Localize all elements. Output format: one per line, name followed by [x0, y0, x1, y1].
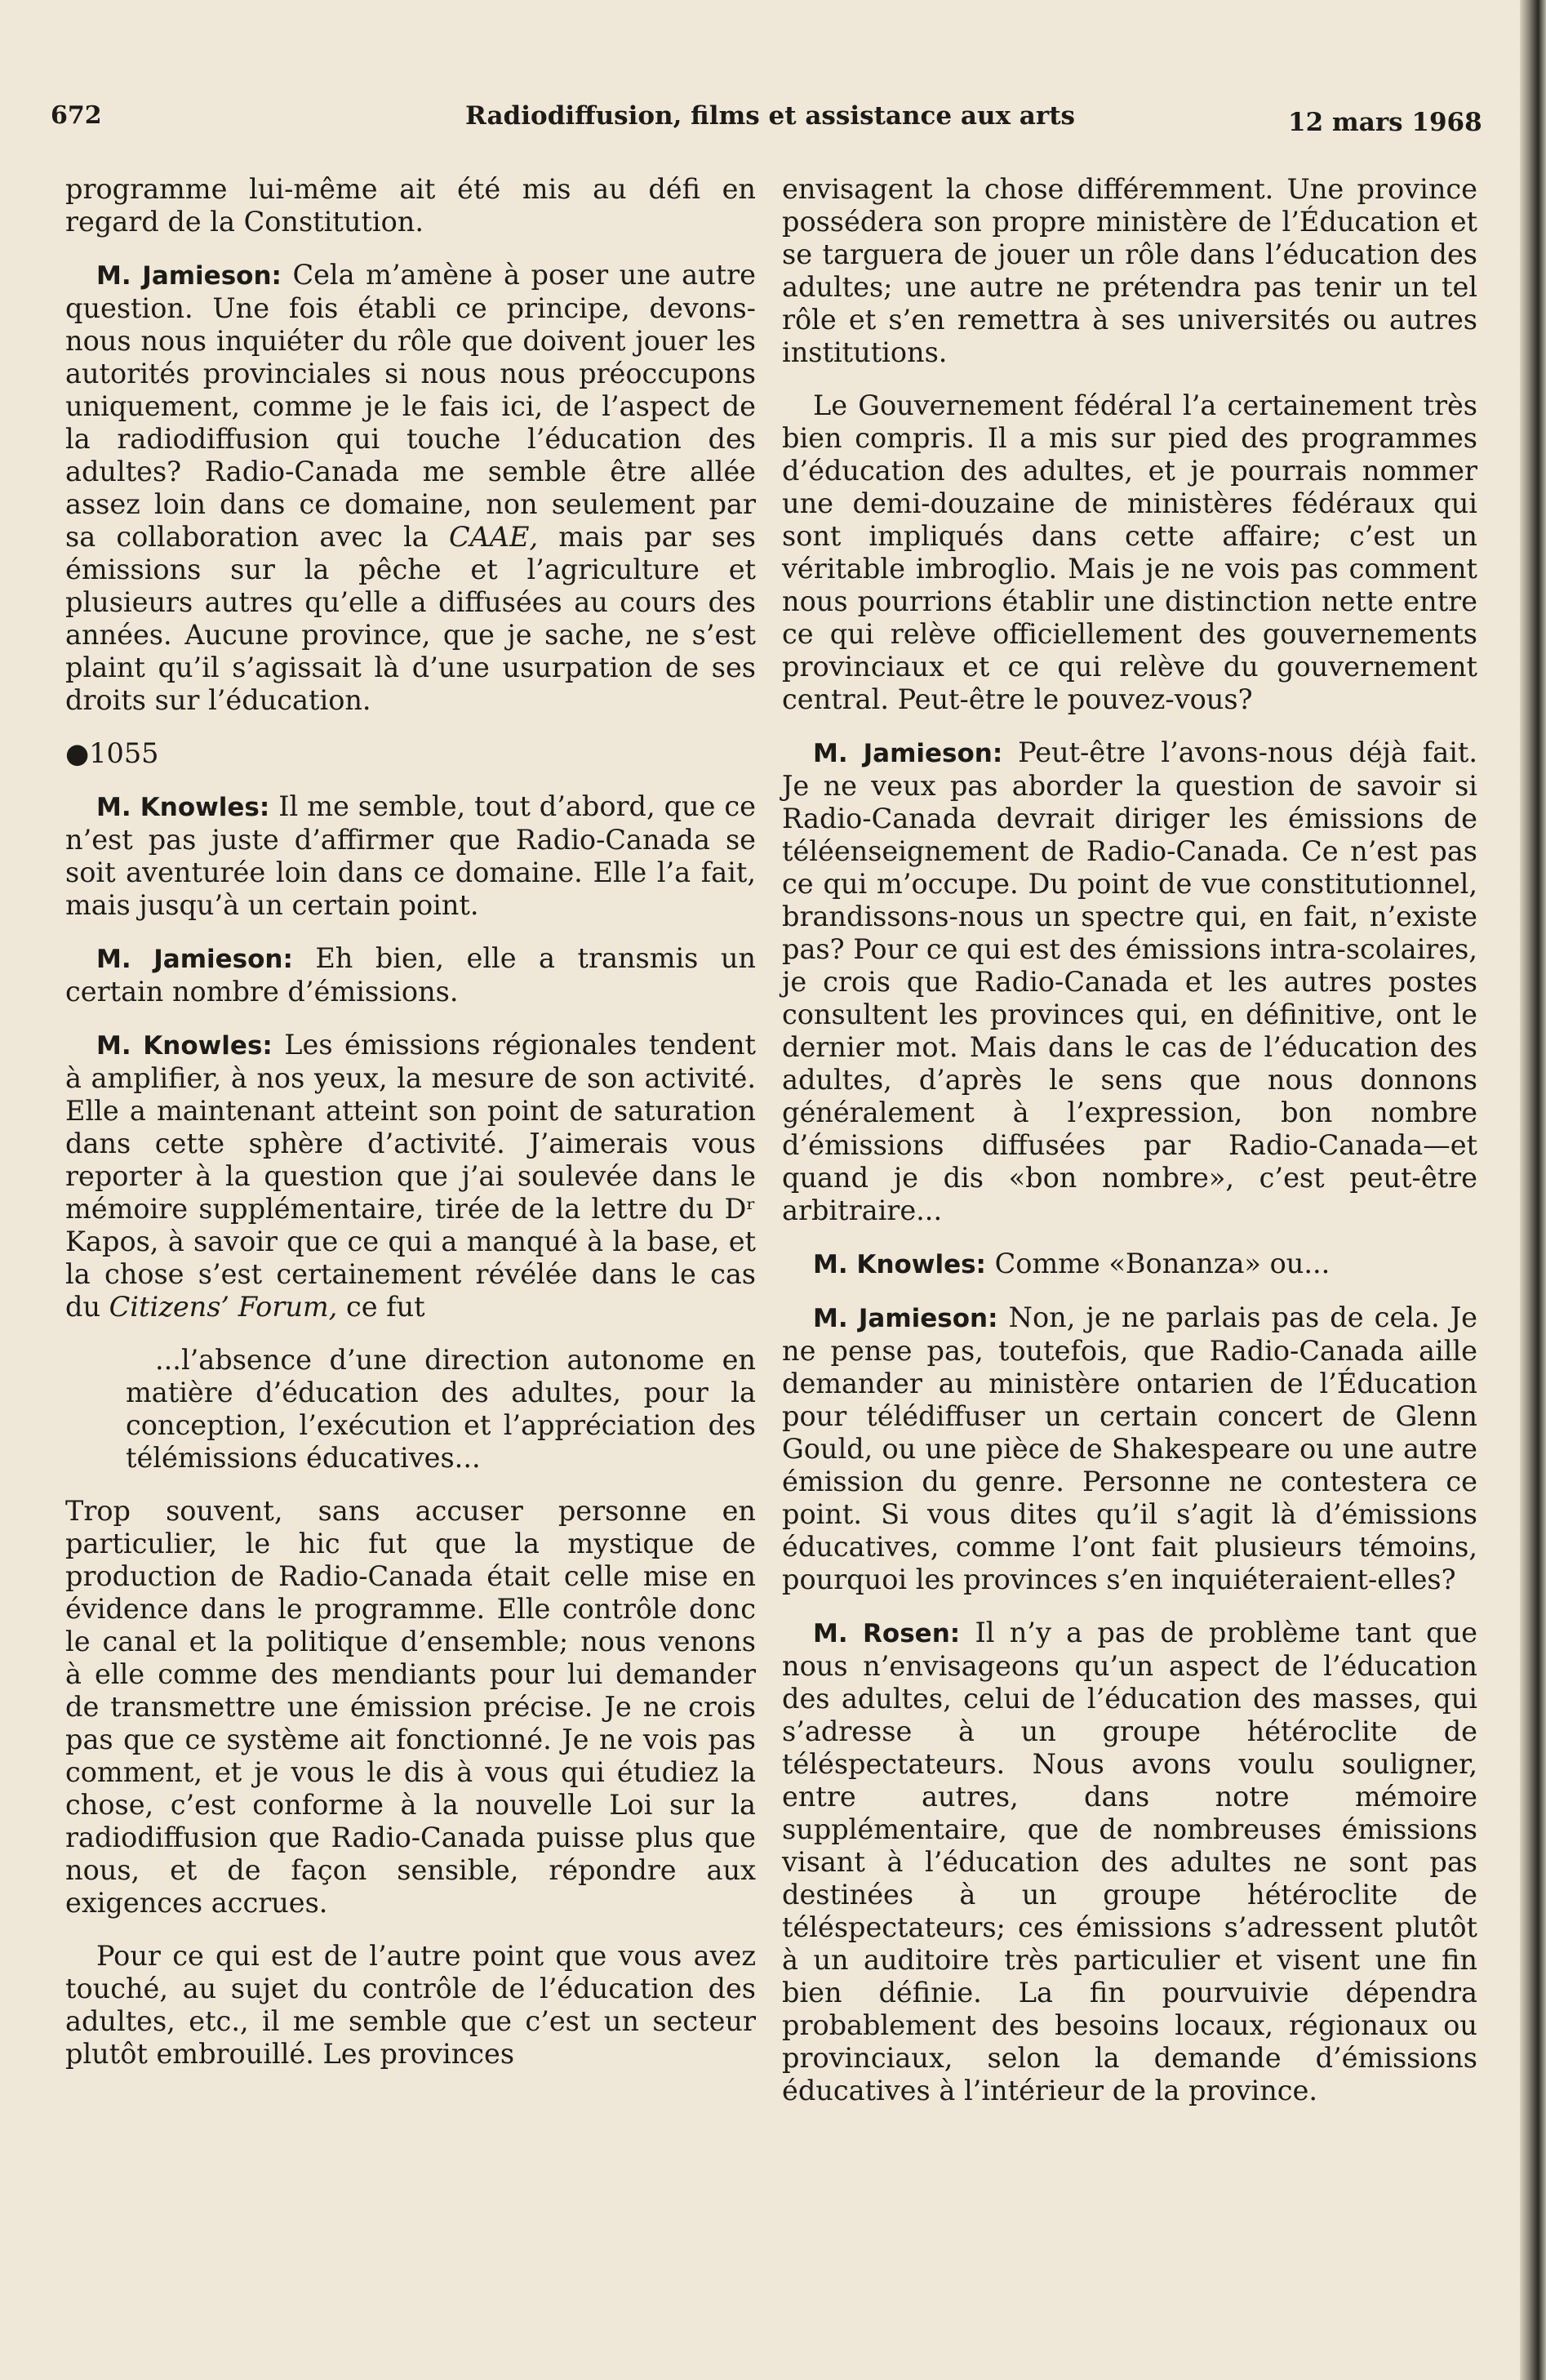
paragraph: envisagent la chose différemment. Une province possédera son propre ministère de l’Éducation et se targuera de jouer un rôle dans l’éducation des adultes; une autre ne prétendra pas tenir un tel rôle et s’en remettra à ses universités ou autres institutions.	[782, 173, 1477, 368]
paragraph: Pour ce qui est de l’autre point que vous avez touché, au sujet du contrôle de l’éducation des adultes, etc., il me semble que c’est un secteur plutôt embrouillé. Les provinces	[65, 1940, 756, 2070]
paragraph-text: Il me semble, tout d’abord, que ce n’est pas juste d’affirmer que Radio-Canada se soit aventurée loin dans ce domaine. Elle l’a fait, mais jusqu’à un certain point.	[65, 790, 756, 921]
paragraph-text: ce fut	[337, 1291, 425, 1323]
speaker-name: M. Jamieson:	[813, 739, 1003, 768]
paragraph-text: Eh bien, elle a transmis un certain nombre d’émissions.	[65, 942, 756, 1008]
header-date: 12 mars 1968	[1288, 108, 1482, 137]
paragraph: programme lui-même ait été mis au défi en regard de la Constitution.	[65, 173, 756, 238]
paragraph	[782, 1301, 1477, 1596]
emphasis: CAAE,	[448, 521, 539, 553]
left-column	[65, 173, 756, 2091]
paragraph	[782, 736, 1477, 1227]
speaker-name: M. Knowles:	[96, 793, 270, 822]
speaker-name: M. Jamieson:	[96, 261, 282, 291]
paragraph	[65, 790, 756, 922]
speaker-name: M. Rosen:	[813, 1619, 961, 1648]
running-title: Radiodiffusion, films et assistance aux arts	[465, 101, 1075, 131]
paragraph-text: Comme «Bonanza» ou...	[985, 1248, 1331, 1279]
emphasis: Citizens’ Forum,	[109, 1291, 338, 1323]
page-number: 672	[51, 101, 102, 130]
paragraph	[782, 1248, 1477, 1281]
paragraph	[65, 1029, 756, 1323]
speaker-name: M. Knowles:	[813, 1250, 986, 1279]
paragraph: Trop souvent, sans accuser personne en particulier, le hic fut que la mystique de production de Radio-Canada était celle mise en évidence dans le programme. Elle contrôle donc le canal et la politique d’ensemble; nous venons à elle comme des mendiants pour lui demander de transmettre une émission précise. Je ne crois pas que ce système ait fonctionné. Je ne vois pas comment, et je vous le dis à vous qui étudiez la chose, c’est conforme à la nouvelle Loi sur la radiodiffusion que Radio-Canada puisse plus que nous, et de façon sensible, répondre aux exigences accrues.	[65, 1495, 756, 1919]
paragraph-text: Il n’y a pas de problème tant que nous n’envisageons qu’un aspect de l’éducation des adultes, celui de l’éducation des masses, qui s’adresse à un groupe hétéroclite de téléspectateurs. Nous avons voulu souligner, entre autres, dans notre mémoire supplémentaire, que de nombreuses émissions visant à l’éducation des adultes ne sont pas destinées à un groupe hétéroclite de téléspectateurs; ces émissions s’adressent plutôt à un auditoire très particulier et visent une fin bien définie. La fin pourvuivie dépendra probablement des besoins locaux, régionaux ou provinciaux, selon la demande d’émissions éducatives à l’intérieur de la province.	[782, 1617, 1477, 2106]
paragraph-text: mais par ses émissions sur la pêche et l’agriculture et plusieurs autres qu’elle a diffusées au cours des années. Aucune province, que je sache, ne s’est plaint qu’il s’agissait là d’une usurpation de ses droits sur l’éducation.	[65, 521, 756, 716]
book-binding-edge	[1520, 0, 1546, 2380]
speaker-name: M. Jamieson:	[96, 945, 293, 974]
paragraph	[65, 259, 756, 717]
paragraph-text: Non, je ne parlais pas de cela. Je ne pense pas, toutefois, que Radio-Canada aille demander au ministère ontarien de l’Éducation pour télédiffuser un certain concert de Glenn Gould, ou une pièce de Shakespeare ou une autre émission du genre. Personne ne contestera ce point. Si vous dites qu’il s’agit là d’émissions éducatives, comme l’ont fait plusieurs témoins, pourquoi les provinces s’en inquiéteraient-elles?	[782, 1301, 1477, 1595]
paragraph: Le Gouvernement fédéral l’a certainement très bien compris. Il a mis sur pied des programmes d’éducation des adultes, et je pourrais nommer une demi-douzaine de ministères fédéraux qui sont impliqués dans cette affaire; c’est un véritable imbroglio. Mais je ne vois pas comment nous pourrions établir une distinction nette entre ce qui relève officiellement des gouvernements provinciaux et ce qui relève du gouvernement central. Peut-être le pouvez-vous?	[782, 389, 1477, 715]
paragraph	[65, 942, 756, 1008]
paragraph-text: Cela m’amène à poser une autre question. Une fois établi ce principe, devons-nous nous inquiéter du rôle que doivent jouer les autorités provinciales si nous nous préoccupons uniquement, comme je le fais ici, de l’aspect de la radiodiffusion qui touche l’éducation des adultes? Radio-Canada me semble être allée assez loin dans ce domaine, non seulement par sa collaboration avec la	[65, 259, 757, 553]
speaker-name: M. Knowles:	[96, 1031, 273, 1061]
paragraph	[782, 1617, 1477, 2107]
time-marker: ●1055	[65, 737, 159, 769]
block-quote: ...l’absence d’une direction autonome en matière d’éducation des adultes, pour la conception, l’exécution et l’appréciation des télémissions éducatives...	[126, 1344, 756, 1474]
page-header	[0, 96, 1520, 145]
speaker-name: M. Jamieson:	[813, 1304, 998, 1333]
paragraph-text: Les émissions régionales tendent à amplifier, à nos yeux, la mesure de son activité. Elle a maintenant atteint son point de saturation dans cette sphère d’activité. J’aimerais vous reporter à la question que j’ai soulevée dans le mémoire supplémentaire, tirée de la lettre du Dʳ Kapos, à savoir que ce qui a manqué à la base, et la chose s’est certainement révélée dans le cas du	[65, 1029, 756, 1323]
paragraph-text: Peut-être l’avons-nous déjà fait. Je ne veux pas aborder la question de savoir si Radio-Canada devrait diriger les émissions de téléenseignement de Radio-Canada. Ce n’est pas ce qui m’occupe. Du point de vue constitutionnel, brandissons-nous un spectre qui, en fait, n’existe pas? Pour ce qui est des émissions intra-scolaires, je crois que Radio-Canada et les autres postes consultent les provinces qui, en définitive, ont le dernier mot. Mais dans le cas de l’éducation des adultes, d’après le sens que nous donnons généralement à l’expression, bon nombre d’émissions diffusées par Radio-Canada—et quand je dis «bon nombre», c’est peut-être arbitraire...	[782, 736, 1477, 1226]
right-column	[782, 173, 1477, 2128]
